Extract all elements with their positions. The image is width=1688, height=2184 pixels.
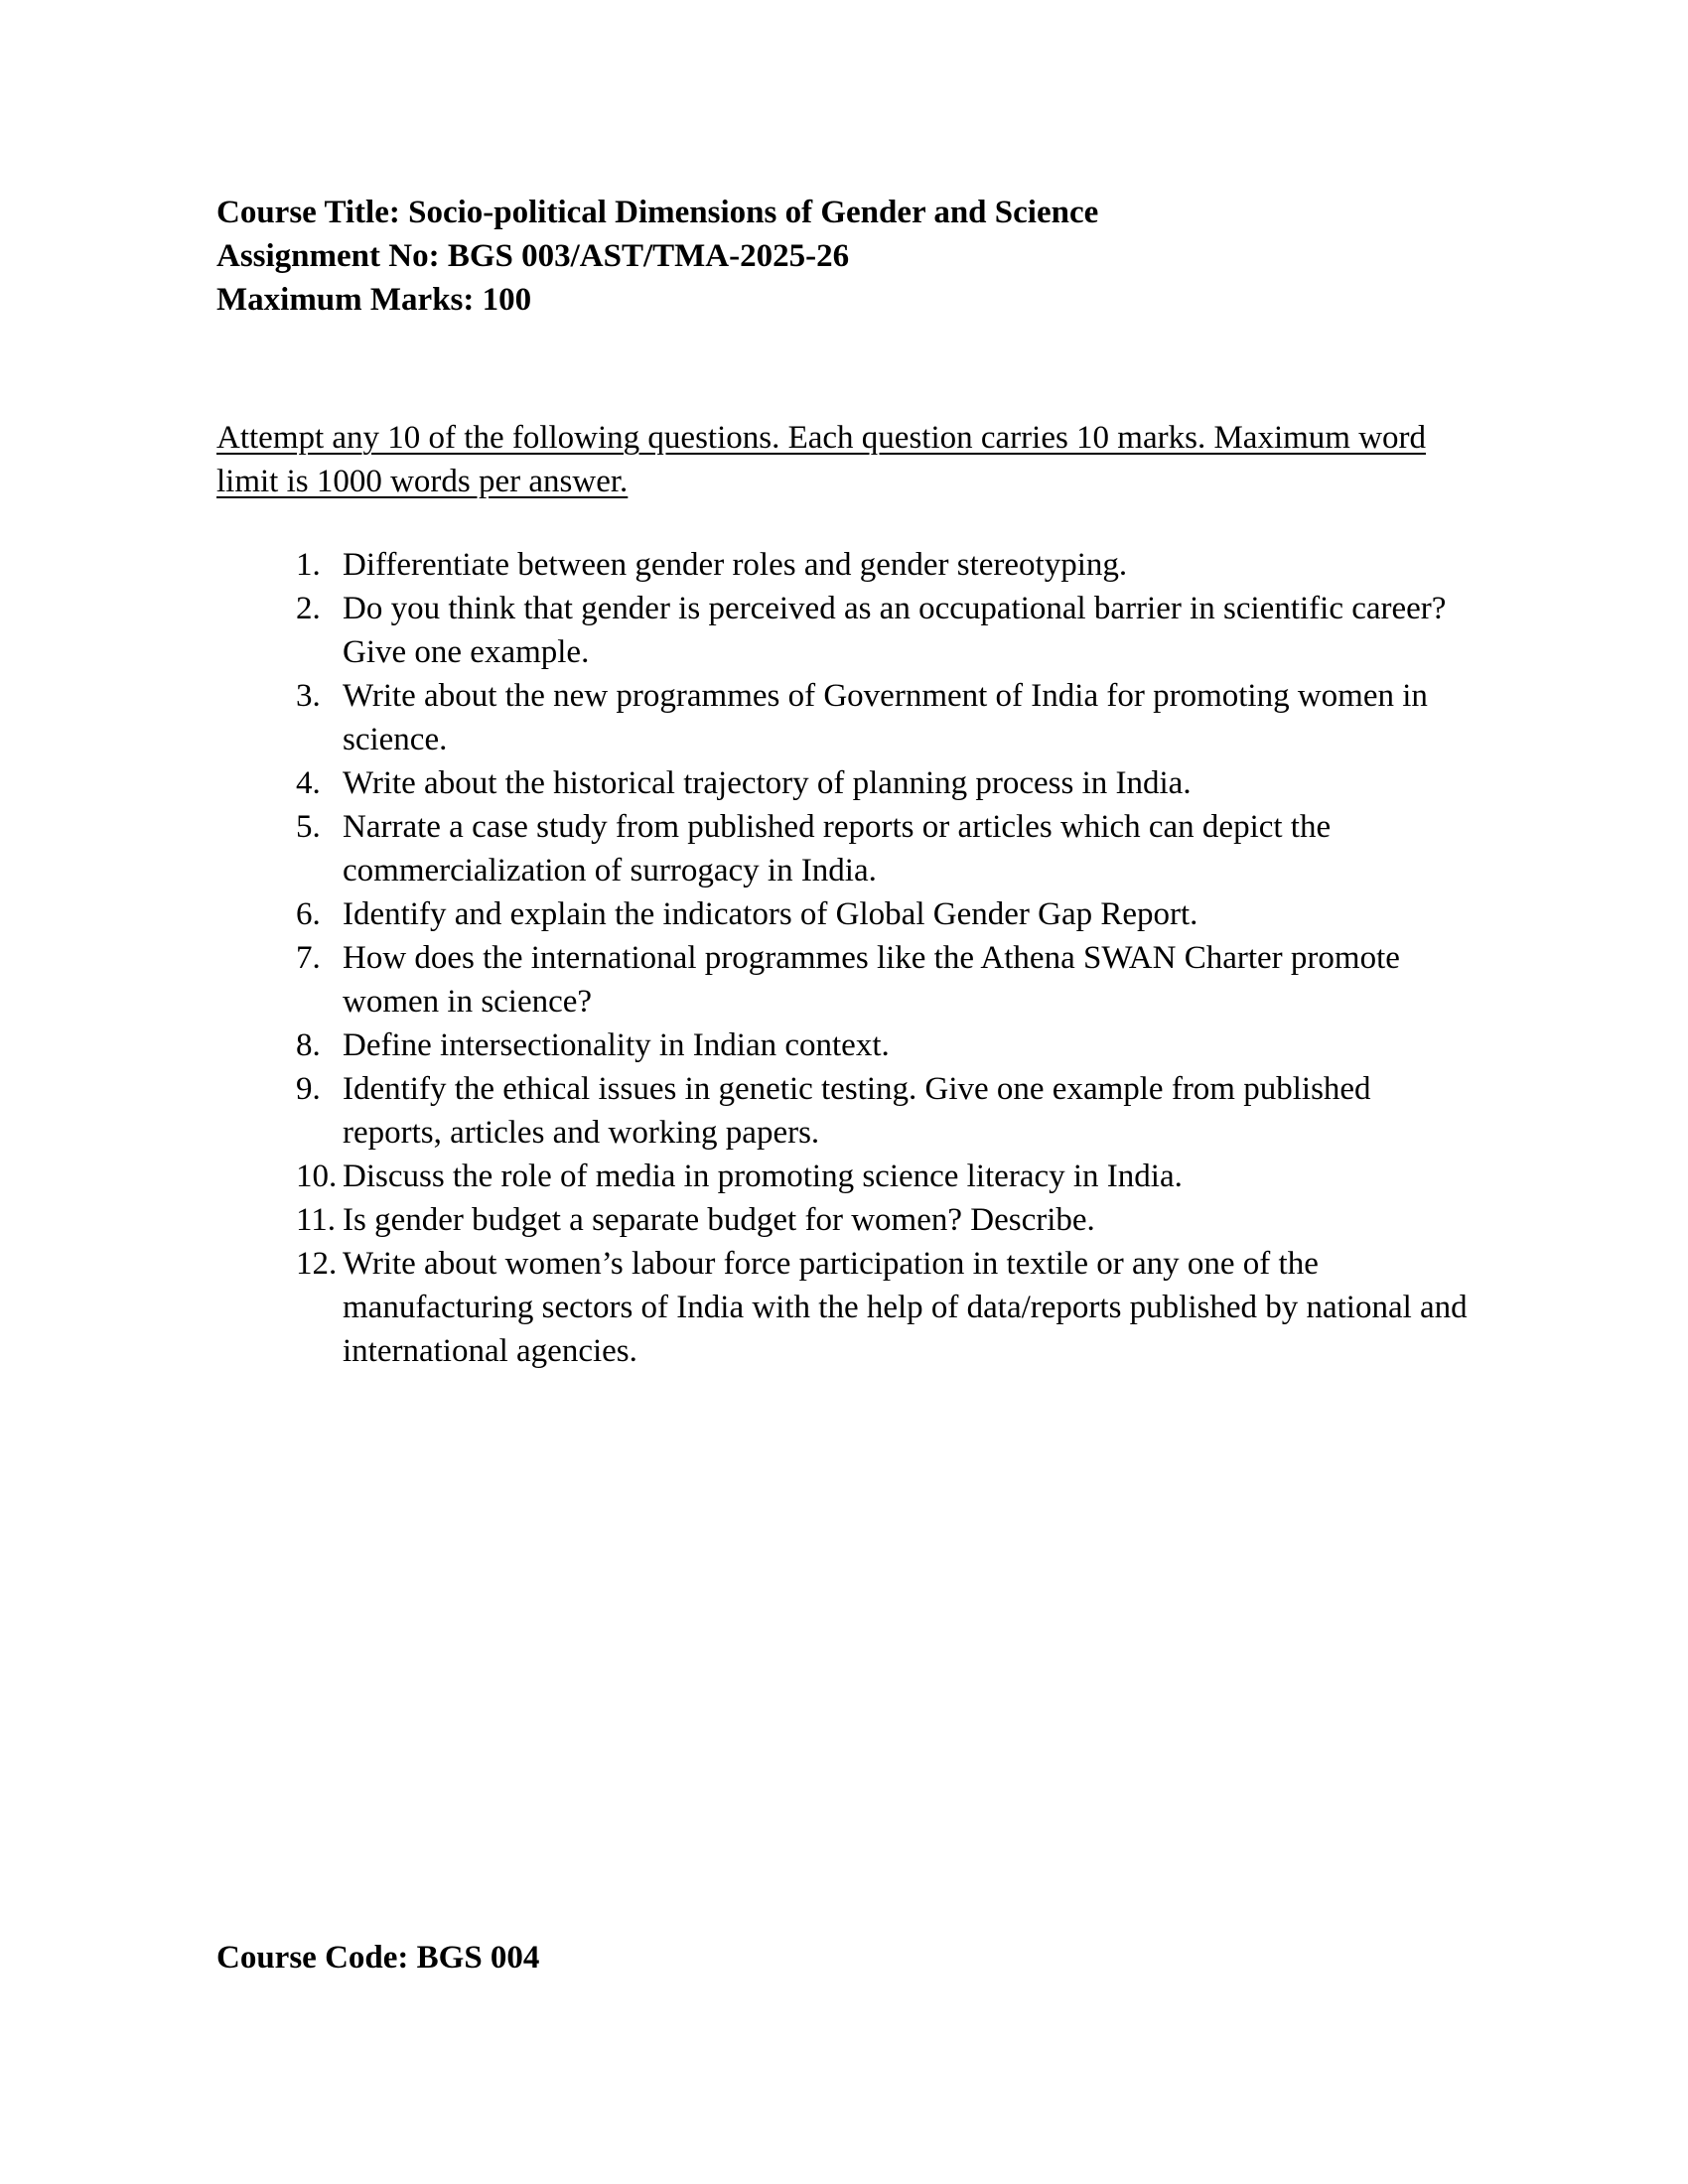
document-footer (216, 1936, 1472, 1979)
course-title: Course Title: Socio-political Dimensions of Gender and Science (216, 195, 1099, 230)
question-text: Identify the ethical issues in genetic testing. Give one example from published reports, articles and working papers. (343, 1071, 1371, 1151)
document-header (216, 191, 1472, 322)
question-text: Define intersectionality in Indian context. (343, 1027, 890, 1063)
question-number: 3. (296, 678, 321, 714)
question-item (216, 543, 1472, 587)
question-number: 5. (296, 809, 321, 845)
question-number: 6. (296, 896, 321, 932)
question-text: Differentiate between gender roles and gender stereotyping. (343, 547, 1128, 583)
question-item (216, 1067, 1472, 1155)
question-text: Write about the historical trajectory of planning process in India. (343, 765, 1192, 801)
question-item (216, 805, 1472, 892)
question-text: Do you think that gender is perceived as an occupational barrier in scientific career? Give one example. (343, 591, 1447, 670)
question-text: Is gender budget a separate budget for women? Describe. (343, 1202, 1095, 1238)
question-list (216, 543, 1472, 1373)
question-item (216, 936, 1472, 1024)
question-number: 9. (296, 1071, 321, 1107)
maximum-marks: Maximum Marks: 100 (216, 282, 532, 318)
question-text: Write about the new programmes of Government of India for promoting women in science. (343, 678, 1428, 757)
question-item (216, 1198, 1472, 1242)
question-item (216, 1024, 1472, 1067)
question-number: 2. (296, 591, 321, 626)
question-text: How does the international programmes like the Athena SWAN Charter promote women in science? (343, 940, 1400, 1020)
question-text: Discuss the role of media in promoting science literacy in India. (343, 1159, 1183, 1194)
question-number: 10. (296, 1159, 338, 1194)
question-item (216, 1242, 1472, 1373)
question-number: 1. (296, 547, 321, 583)
assignment-number: Assignment No: BGS 003/AST/TMA-2025-26 (216, 238, 850, 274)
question-text: Write about women’s labour force participation in textile or any one of the manufacturing sectors of India with the help of data/reports published by national and international agencies. (343, 1246, 1468, 1369)
question-text: Identify and explain the indicators of Global Gender Gap Report. (343, 896, 1198, 932)
question-item (216, 1155, 1472, 1198)
question-item (216, 587, 1472, 674)
question-number: 4. (296, 765, 321, 801)
question-number: 7. (296, 940, 321, 976)
question-item (216, 761, 1472, 805)
question-text: Narrate a case study from published reports or articles which can depict the commercialization of surrogacy in India. (343, 809, 1332, 888)
course-code: Course Code: BGS 004 (216, 1940, 540, 1976)
instructions-text: Attempt any 10 of the following questions. Each question carries 10 marks. Maximum word limit is 1000 words per answer. (216, 420, 1427, 499)
question-number: 11. (296, 1202, 337, 1238)
question-number: 12. (296, 1246, 338, 1282)
question-item (216, 674, 1472, 761)
question-item (216, 892, 1472, 936)
question-number: 8. (296, 1027, 321, 1063)
